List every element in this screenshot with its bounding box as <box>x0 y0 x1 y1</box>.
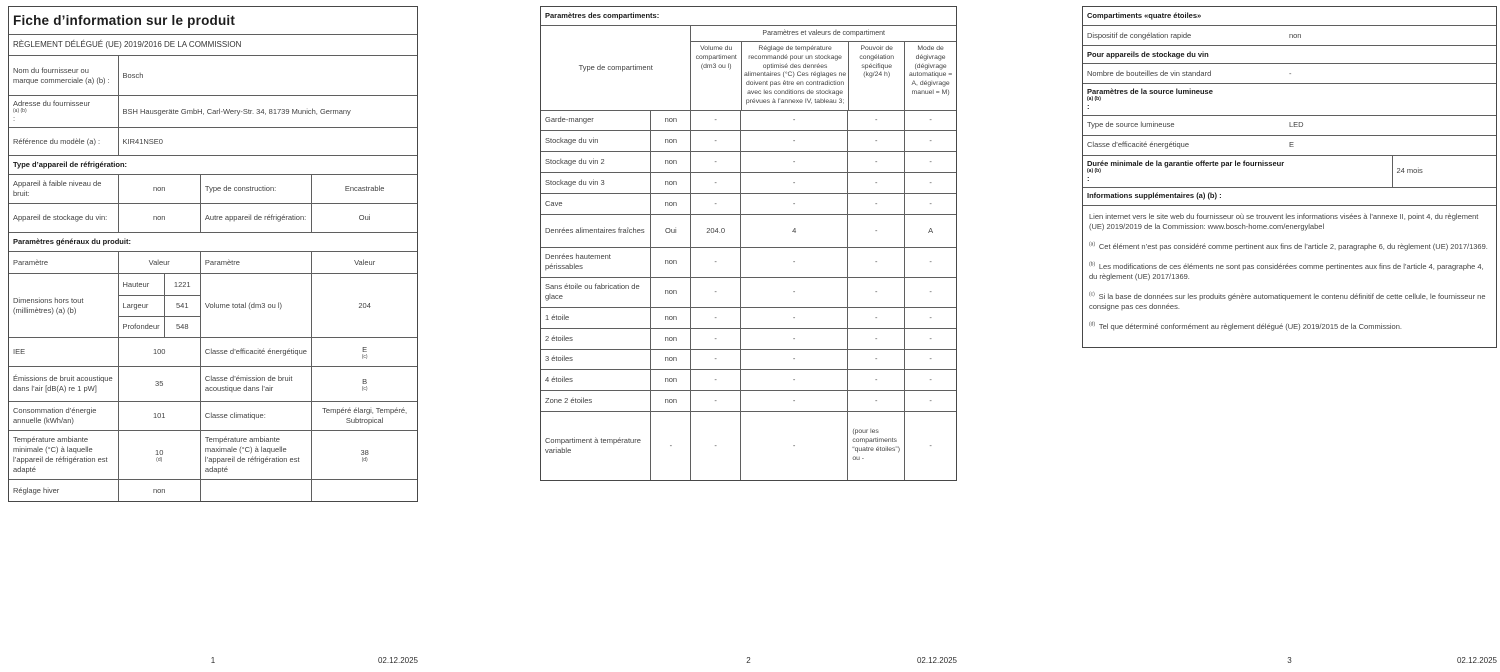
value-cell: - <box>847 329 904 349</box>
row-label-cell: Denrées hautement périssables <box>545 252 611 272</box>
dimension-value: 541 <box>164 296 200 316</box>
section-header: Paramètres généraux du produit: <box>13 237 131 247</box>
value-cell: 204 <box>311 274 417 337</box>
dimension-name: Largeur <box>122 301 149 311</box>
value-cell: KIR41NSE0 <box>118 128 417 155</box>
label-text: non <box>152 485 166 495</box>
value-cell: - <box>904 329 956 349</box>
table-row <box>541 411 956 480</box>
compartments-table <box>540 6 957 481</box>
label-cell <box>9 56 118 95</box>
column-header: Volume du compartiment (dm3 ou l) <box>695 45 737 70</box>
value-cell <box>118 480 200 501</box>
label-cell: Autre appareil de réfrigération: <box>200 204 311 232</box>
value-cell: - <box>690 412 740 480</box>
label-text: Compartiments «quatre étoiles» <box>1087 11 1202 21</box>
table-row <box>541 247 956 277</box>
row-label-cell: Zone 2 étoiles <box>545 395 593 405</box>
label-text: : <box>13 114 16 124</box>
table-header-row <box>541 25 956 110</box>
table-row <box>541 214 956 247</box>
value-cell: - <box>904 391 956 411</box>
label-text: E <box>362 344 368 354</box>
info-paragraph: $^{(c)}$ Si la base de données sur les produits génère automatiquement le contenu définitif de cette cellule, le fournisseur ne consigne pas ces données. <box>1089 291 1486 312</box>
value-cell: - <box>847 152 904 172</box>
value-cell: - <box>904 131 956 151</box>
label-cell: Classe d’efficacité énergétique <box>200 338 311 366</box>
value-cell <box>118 367 200 401</box>
value-cell: - <box>847 350 904 369</box>
value-cell: - <box>740 278 847 307</box>
header-group <box>690 26 956 110</box>
value-cell: non <box>1288 30 1302 40</box>
value-cell: - <box>904 370 956 390</box>
section-header-row <box>1083 187 1496 205</box>
label-cell <box>9 96 118 127</box>
section-header-row <box>9 155 417 174</box>
column-header: Pouvoir de congélation spécifique (kg/24 h) <box>848 42 904 110</box>
value-cell: - <box>847 215 904 247</box>
additional-info-cell <box>1083 206 1496 347</box>
dimension-value: 548 <box>164 317 200 337</box>
value-cell: 204.0 <box>690 215 740 247</box>
label-cell <box>200 480 311 501</box>
label-cell: Température ambiante minimale (°C) à laquelle l’appareil de réfrigération est adapté <box>13 435 108 475</box>
table-row <box>1083 63 1496 83</box>
label-cell: Nombre de bouteilles de vin standard <box>1087 68 1212 78</box>
value-cell: non <box>650 194 690 214</box>
value-cell: non <box>650 370 690 390</box>
value-cell: non <box>650 173 690 193</box>
footnote-marker: (c) <box>1089 291 1095 298</box>
page-date: 02.12.2025 <box>377 656 418 665</box>
value-cell: - <box>740 350 847 369</box>
table-row <box>1083 25 1496 45</box>
value-cell: - <box>740 194 847 214</box>
table-row <box>9 337 417 366</box>
table-row <box>9 203 417 232</box>
label-cell: Classe climatique: <box>200 402 311 430</box>
value-cell: - <box>847 131 904 151</box>
value-cell: - <box>904 350 956 369</box>
value-cell: - <box>904 412 956 480</box>
page-number: 3 <box>1287 656 1292 665</box>
value-cell: LED <box>1288 120 1304 130</box>
page-number: 2 <box>746 656 751 665</box>
label-cell: Classe d’efficacité énergétique <box>1087 140 1190 150</box>
label-text: : <box>1087 173 1090 183</box>
footnote-marker: (d) <box>1089 321 1096 328</box>
regulation-subtitle: RÈGLEMENT DÉLÉGUÉ (UE) 2019/2016 DE LA COMMISSION <box>13 39 242 49</box>
label-cell: Appareil de stockage du vin: <box>13 213 108 223</box>
value-cell: A <box>904 215 956 247</box>
value-cell: Bosch <box>118 56 417 95</box>
dimension-name: Hauteur <box>122 279 150 289</box>
value-cell: non <box>118 175 200 203</box>
section-header-row <box>1083 7 1496 25</box>
footnote-marker: (d) <box>361 456 368 463</box>
section-header <box>1083 7 1496 25</box>
row-label-cell: Stockage du vin 2 <box>545 156 605 166</box>
value-cell <box>118 338 200 366</box>
column-header: Paramètre <box>13 257 49 267</box>
page-footer <box>540 656 957 668</box>
value-cell: - <box>740 173 847 193</box>
label-text: B <box>362 376 368 386</box>
table-row <box>9 479 417 501</box>
column-header: Mode de dégivrage (dégivrage automatique = A, dégivrage manuel = M) <box>904 42 956 110</box>
label-cell: IEE <box>13 347 26 357</box>
value-cell <box>311 480 417 501</box>
column-header: Valeur <box>118 252 200 273</box>
section-header-row <box>9 232 417 251</box>
label-cell <box>1083 156 1392 187</box>
section-header: Type d’appareil de réfrigération: <box>13 160 128 170</box>
value-cell: - <box>1288 68 1292 78</box>
footnote-marker: (a) (b) <box>13 108 27 115</box>
label-text: Informations supplémentaires (a) (b) : <box>1087 191 1222 201</box>
page-footer <box>1082 656 1497 668</box>
value-cell: - <box>904 308 956 328</box>
value-cell: - <box>904 111 956 130</box>
page-date: 02.12.2025 <box>1456 656 1497 665</box>
value-cell: - <box>740 248 847 277</box>
value-cell: - <box>904 248 956 277</box>
value-cell <box>118 431 200 479</box>
value-cell: non <box>650 131 690 151</box>
label-text: 101 <box>152 411 166 421</box>
page-footer <box>8 656 418 668</box>
value-cell <box>118 402 200 430</box>
value-cell <box>311 431 417 479</box>
footnote-marker: (b) <box>1089 261 1096 268</box>
row-label-cell: Stockage du vin 3 <box>545 177 605 187</box>
table-row <box>9 55 417 95</box>
label-text: 38 <box>360 447 369 457</box>
value-cell: - <box>847 111 904 130</box>
footnote-marker: (c) <box>361 385 368 392</box>
label-text: Pour appareils de stockage du vin <box>1087 49 1209 59</box>
value-cell <box>311 402 417 430</box>
four-star-info-table <box>1082 6 1497 348</box>
table-row <box>9 430 417 479</box>
label-text: 10 <box>155 447 164 457</box>
label-cell: Consommation d’énergie annuelle (kWh/an) <box>13 406 97 426</box>
info-paragraph: $^{(b)}$ Les modifications de ces éléments ne sont pas considérées comme pertinentes aux fins de l’article 4, paragraphe 4, du règlement (UE) 2017/1369. <box>1089 261 1484 282</box>
table-row <box>1083 115 1496 135</box>
value-cell: - <box>740 152 847 172</box>
dimension-value: 1221 <box>164 274 200 295</box>
label-cell: Émissions de bruit acoustique dans l’air [dB(A) re 1 pW] <box>13 374 113 394</box>
value-cell: - <box>904 278 956 307</box>
label-cell: Réglage hiver <box>13 485 60 495</box>
row-label-cell: 1 étoile <box>545 312 570 322</box>
value-cell: - <box>690 350 740 369</box>
footnote-marker: (a) (b) <box>1087 95 1101 102</box>
column-header-type: Type de compartiment <box>578 62 653 72</box>
table-row <box>1083 155 1496 187</box>
value-cell: - <box>650 412 690 480</box>
value-cell: non <box>650 391 690 411</box>
value-cell: - <box>740 391 847 411</box>
table-row <box>541 193 956 214</box>
value-cell: - <box>690 111 740 130</box>
value-cell: - <box>847 194 904 214</box>
label-text: Nom du fournisseur ou marque commerciale (a) (b) : <box>13 65 110 85</box>
label-cell: Appareil à faible niveau de bruit: <box>13 179 102 199</box>
value-cell: - <box>847 173 904 193</box>
table-row <box>9 127 417 155</box>
section-header <box>1083 84 1496 115</box>
value-cell: - <box>690 278 740 307</box>
dimension-subrow <box>119 295 200 316</box>
table-row <box>541 151 956 172</box>
page-3 <box>1082 6 1497 348</box>
dimensions-subtable <box>118 274 200 337</box>
table-row <box>9 174 417 203</box>
page-title: Fiche d’information sur le produit <box>13 13 236 28</box>
value-cell: - <box>740 111 847 130</box>
row-label-cell: Sans étoile ou fabrication de glace <box>545 282 640 302</box>
column-header: Réglage de température recommandé pour un stockage optimisé des denrées alimentaires (°C) Ces réglages ne doivent pas être en contradiction avec les conditions de stockage prévues à l’annexe IV, tableau 3; <box>741 42 848 110</box>
section-header: Paramètres des compartiments: <box>545 11 660 21</box>
row-label-cell: Compartiment à température variable <box>545 435 641 455</box>
page-1 <box>8 6 418 502</box>
column-headers <box>691 42 956 110</box>
value-cell: - <box>690 370 740 390</box>
value-cell: - <box>847 370 904 390</box>
label-text: Référence du modèle (a) : <box>13 136 101 146</box>
page-date: 02.12.2025 <box>916 656 957 665</box>
table-row <box>1083 135 1496 155</box>
section-header-row <box>541 7 956 25</box>
value-cell: Oui <box>650 215 690 247</box>
value-cell: - <box>904 152 956 172</box>
info-paragraph: $^{(a)}$ Cet élément n’est pas considéré comme pertinent aux fins de l’article 2, paragraphe 6, du règlement (UE) 2017/1369. <box>1089 241 1488 251</box>
value-cell: 24 mois <box>1392 156 1496 187</box>
footnote-marker: (d) <box>156 456 163 463</box>
value-cell: - <box>690 194 740 214</box>
label-cell: Type de source lumineuse <box>1087 120 1175 130</box>
value-cell: BSH Hausgeräte GmbH, Carl-Wery-Str. 34, 81739 Munich, Germany <box>118 96 417 127</box>
value-cell: non <box>650 350 690 369</box>
value-cell <box>311 367 417 401</box>
dimension-name: Profondeur <box>122 322 160 332</box>
table-row <box>541 110 956 130</box>
page-number: 1 <box>210 656 216 665</box>
value-cell: Oui <box>311 204 417 232</box>
value-cell: - <box>847 391 904 411</box>
row-label-cell: 3 étoiles <box>545 354 573 364</box>
label-text: Adresse du fournisseur <box>13 99 91 109</box>
label-cell: Température ambiante maximale (°C) à laquelle l’appareil de réfrigération est adapté <box>200 431 311 479</box>
row-label-cell: Garde-manger <box>545 115 594 125</box>
section-header <box>1083 188 1496 205</box>
column-group-header: Paramètres et valeurs de compartiment <box>691 26 956 42</box>
value-cell: non <box>650 111 690 130</box>
section-header <box>1083 46 1496 63</box>
table-row <box>541 130 956 151</box>
row-label-cell: 4 étoiles <box>545 374 573 384</box>
value-cell: - <box>740 370 847 390</box>
dimensions-row <box>9 273 417 337</box>
section-header-row <box>1083 83 1496 115</box>
value-cell: - <box>847 308 904 328</box>
value-cell: - <box>847 278 904 307</box>
label-cell <box>9 128 118 155</box>
value-cell: - <box>740 308 847 328</box>
value-cell: non <box>650 329 690 349</box>
value-cell: - <box>740 412 847 480</box>
product-info-table <box>8 6 418 502</box>
page-2 <box>540 6 957 481</box>
column-header: Paramètre <box>200 252 311 273</box>
table-row <box>541 307 956 328</box>
value-cell: - <box>904 173 956 193</box>
value-cell: non <box>650 152 690 172</box>
value-cell: non <box>118 204 200 232</box>
table-row <box>9 366 417 401</box>
title-row <box>9 7 417 34</box>
table-row <box>541 390 956 411</box>
dimension-subrow <box>119 274 200 295</box>
row-label-cell: Stockage du vin <box>545 135 599 145</box>
label-text: 35 <box>155 379 164 389</box>
dimension-subrow <box>119 316 200 337</box>
value-cell: non <box>650 308 690 328</box>
label-cell: Classe d’émission de bruit acoustique dans l’air <box>200 367 311 401</box>
section-header-row <box>1083 45 1496 63</box>
footnote-marker: (a) (b) <box>1087 167 1101 174</box>
label-text: : <box>1087 101 1090 111</box>
value-cell: - <box>690 248 740 277</box>
value-cell: non <box>650 278 690 307</box>
value-cell: - <box>740 329 847 349</box>
value-cell: - <box>690 329 740 349</box>
value-cell: - <box>740 131 847 151</box>
table-row <box>541 349 956 369</box>
value-cell: non <box>650 248 690 277</box>
value-cell: - <box>690 173 740 193</box>
subtitle-row <box>9 34 417 56</box>
label-cell: Volume total (dm3 ou l) <box>200 274 311 337</box>
footnote-marker: (a) <box>1089 241 1096 248</box>
table-row <box>541 277 956 307</box>
value-cell: - <box>690 391 740 411</box>
info-paragraph: Lien internet vers le site web du fournisseur où se trouvent les informations visées à l’annexe II, point 4, du règlement (UE) 2019/2019 de la Commission: www.bosch-home.com/energylabel <box>1089 211 1479 231</box>
table-row <box>9 95 417 127</box>
value-cell: - <box>690 131 740 151</box>
label-text: Paramètres de la source lumineuse <box>1087 87 1213 96</box>
value-cell: - <box>847 248 904 277</box>
row-label-cell: Denrées alimentaires fraîches <box>545 225 645 235</box>
table-row <box>541 172 956 193</box>
label-text: Tempéré élargi, Tempéré, Subtropical <box>322 406 408 426</box>
info-paragraph: $^{(d)}$ Tel que déterminé conformément au règlement délégué (UE) 2019/2015 de la Commission. <box>1089 321 1402 332</box>
value-cell: - <box>690 308 740 328</box>
value-cell: E <box>1288 140 1294 150</box>
footnote-marker: (c) <box>361 353 368 360</box>
column-header: Valeur <box>311 252 417 273</box>
column-header-row <box>9 251 417 273</box>
label-cell: Type de construction: <box>200 175 311 203</box>
additional-info-row <box>1083 205 1496 347</box>
label-cell: Dispositif de congélation rapide <box>1087 30 1192 40</box>
table-row <box>541 328 956 349</box>
row-label-cell: Cave <box>545 198 563 208</box>
table-row <box>9 401 417 430</box>
label-cell: Dimensions hors tout (millimètres) (a) (b) <box>13 295 84 315</box>
table-row <box>541 369 956 390</box>
label-text: Durée minimale de la garantie offerte par le fournisseur <box>1087 158 1285 168</box>
value-cell: 4 <box>740 215 847 247</box>
row-label-cell: 2 étoiles <box>545 333 573 343</box>
value-cell: - <box>904 194 956 214</box>
value-cell: - <box>690 152 740 172</box>
label-text: 100 <box>152 347 166 357</box>
value-cell <box>311 338 417 366</box>
value-cell: (pour les compartiments “quatre étoiles”) ou - <box>847 412 904 480</box>
value-cell: Encastrable <box>311 175 417 203</box>
